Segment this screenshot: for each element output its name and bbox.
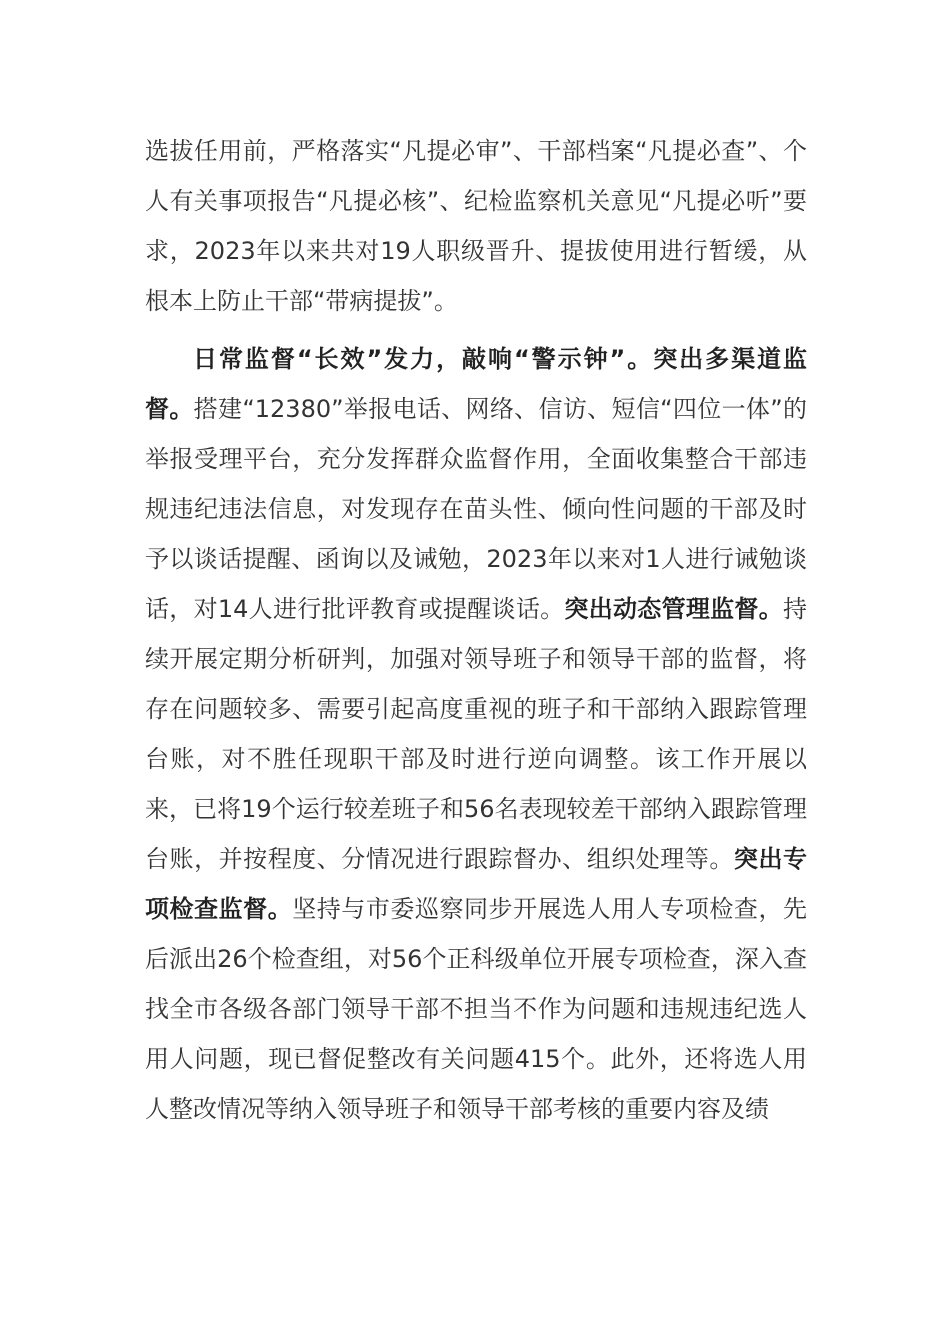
- section-heading-special-inspection: 突出专项检查监督。: [145, 845, 807, 923]
- document-page: [145, 126, 807, 1134]
- paragraph-2-text-2: 持续开展定期分析研判，加强对领导班子和领导干部的监督，将存在问题较多、需要引起高度重视的班子和干部纳入跟踪管理台账，对不胜任现职干部及时进行逆向调整。该工作开展以来，已将19个运行较差班子和56名表现较差干部纳入跟踪管理台账，并按程度、分情况进行跟踪督办、组织处理等。: [145, 595, 808, 873]
- paragraph-2-text-1: 搭建“12380”举报电话、网络、信访、短信“四位一体”的举报受理平台，充分发挥群众监督作用，全面收集整合干部违规违纪违法信息，对发现存在苗头性、倾向性问题的干部及时予以谈话提醒、函询以及诫勉，2023年以来对1人进行诫勉谈话，对14人进行批评教育或提醒谈话。: [145, 395, 807, 623]
- section-heading-daily-supervision: 日常监督“长效”发力，敲响“警示钟”。突出多渠道监督。: [145, 345, 807, 423]
- section-heading-dynamic-management: 突出动态管理监督。: [564, 595, 784, 623]
- paragraph-1-text: 选拔任用前，严格落实“凡提必审”、干部档案“凡提必查”、个人有关事项报告“凡提必核”、纪检监察机关意见“凡提必听”要求，2023年以来共对19人职级晋升、提拔使用进行暂缓，从根本上防止干部“带病提拔”。: [145, 137, 807, 315]
- paragraph-2: [145, 334, 807, 1134]
- paragraph-2-text-3: 坚持与市委巡察同步开展选人用人专项检查，先后派出26个检查组，对56个正科级单位开展专项检查，深入查找全市各级各部门领导干部不担当不作为问题和违规违纪选人用人问题，现已督促整改有关问题415个。此外，还将选人用人整改情况等纳入领导班子和领导干部考核的重要内容及绩: [145, 895, 808, 1123]
- paragraph-1: [145, 126, 807, 326]
